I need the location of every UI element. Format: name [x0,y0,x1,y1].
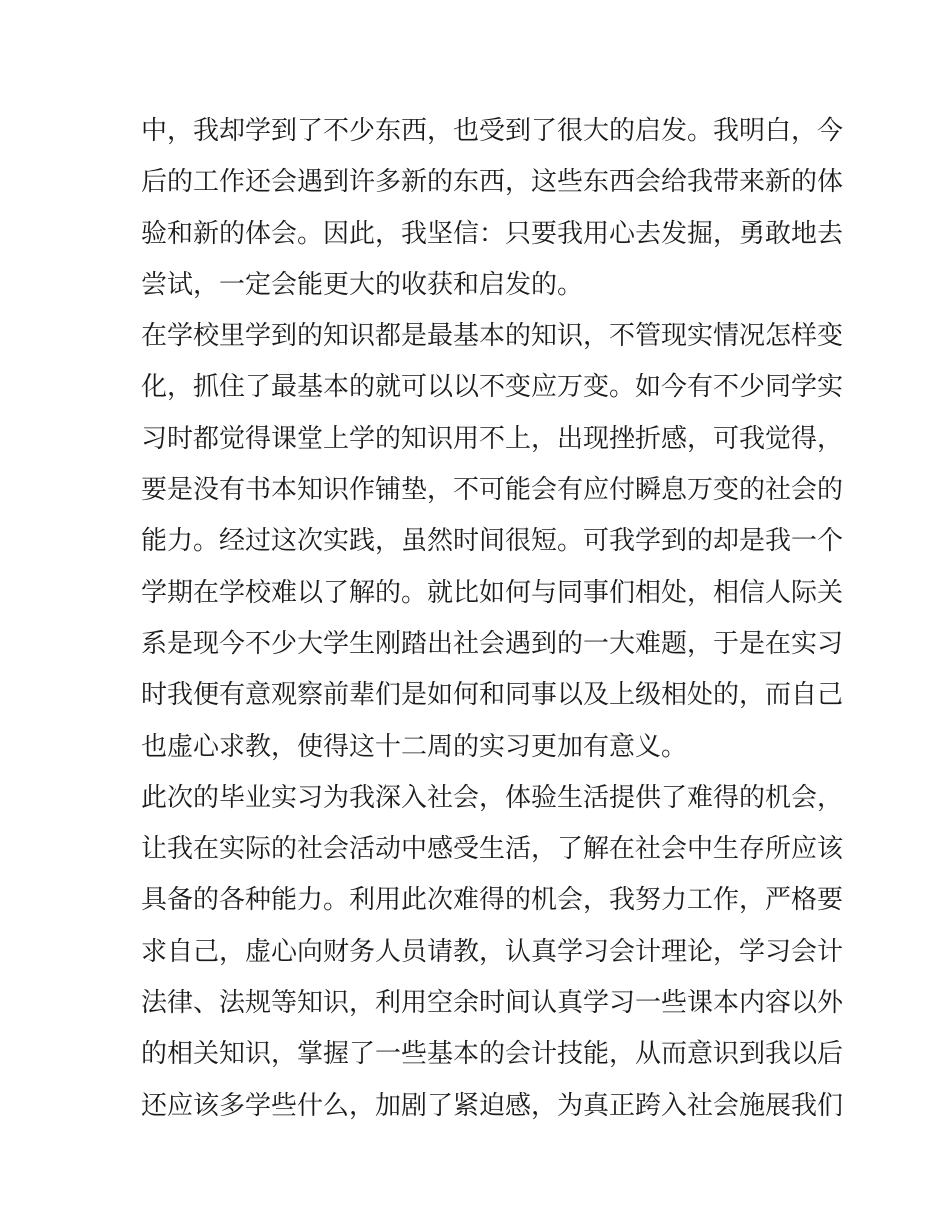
text-line: 尝试，一定会能更大的收获和启发的。 [141,269,584,300]
text-line: 系是现今不少大学生刚踏出社会遇到的一大难题，于是在实习 [141,628,844,659]
paragraph-1 [141,106,844,311]
text-line: 要是没有书本知识作铺垫，不可能会有应付瞬息万变的社会的 [141,475,844,506]
text-line: 求自己，虚心向财务人员请教，认真学习会计理论，学习会计 [141,936,844,967]
text-line: 后的工作还会遇到许多新的东西，这些东西会给我带来新的体 [141,167,844,198]
text-line: 还应该多学些什么，加剧了紧迫感，为真正跨入社会施展我们 [141,1090,844,1121]
text-line: 让我在实际的社会活动中感受生活，了解在社会中生存所应该 [141,834,844,865]
text-line: 在学校里学到的知识都是最基本的知识，不管现实情况怎样变 [141,321,844,352]
text-line: 此次的毕业实习为我深入社会，体验生活提供了难得的机会， [141,782,844,813]
text-line: 验和新的体会。因此，我坚信：只要我用心去发掘，勇敢地去 [141,218,844,249]
body-text [141,106,844,1132]
text-line: 化，抓住了最基本的就可以以不变应万变。如今有不少同学实 [141,372,844,403]
text-line: 的相关知识，掌握了一些基本的会计技能，从而意识到我以后 [141,1039,844,1070]
text-line: 中，我却学到了不少东西，也受到了很大的启发。我明白，今 [141,116,844,146]
paragraph-3 [141,773,844,1132]
text-line: 时我便有意观察前辈们是如何和同事以及上级相处的，而自己 [141,680,844,711]
text-line: 习时都觉得课堂上学的知识用不上，出现挫折感，可我觉得， [141,423,844,454]
text-line: 学期在学校难以了解的。就比如何与同事们相处，相信人际关 [141,577,844,608]
text-line: 法律、法规等知识，利用空余时间认真学习一些课本内容以外 [141,988,844,1019]
text-line: 具备的各种能力。利用此次难得的机会，我努力工作，严格要 [141,885,844,916]
text-line: 也虚心求教，使得这十二周的实习更加有意义。 [141,731,688,762]
paragraph-2 [141,311,844,773]
text-line: 能力。经过这次实践，虽然时间很短。可我学到的却是我一个 [141,526,844,557]
